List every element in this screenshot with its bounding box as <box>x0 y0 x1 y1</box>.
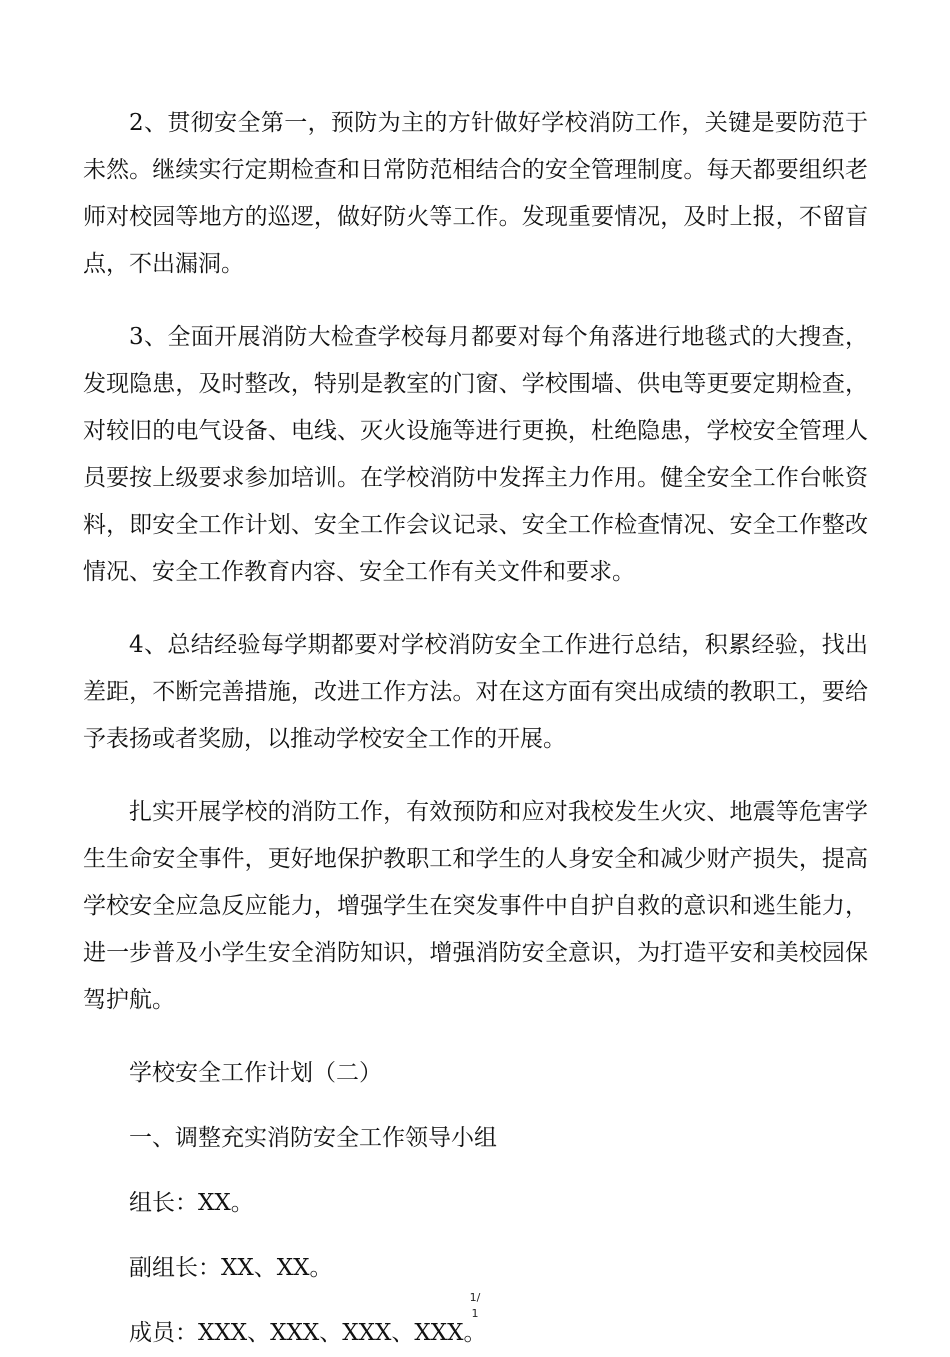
page-number-bottom: 1 <box>471 1307 479 1320</box>
page-number-top: 1/ <box>469 1291 481 1304</box>
paragraph-summary-experience: 4、总结经验每学期都要对学校消防安全工作进行总结，积累经验，找出差距，不断完善措施，改进工作方法。对在这方面有突出成绩的教职工，要给予表扬或者奖励，以推动学校安全工作的开展。 <box>83 632 868 752</box>
paragraph-fire-inspection: 3、全面开展消防大检查学校每月都要对每个角落进行地毯式的大搜查，发现隐患，及时整改，特别是教室的门窗、学校围墙、供电等更要定期检查，对较旧的电气设备、电线、灭火设施等进行更换，杜绝隐患，学校安全管理人员要按上级要求参加培训。在学校消防中发挥主力作用。健全安全工作台帐资料，即安全工作计划、安全工作会议记录、安全工作检查情况、安全工作整改情况、安全工作教育内容、安全工作有关文件和要求。 <box>83 324 868 585</box>
document-body <box>83 100 868 1357</box>
section-heading: 一、调整充实消防安全工作领导小组 <box>129 1125 497 1151</box>
page-number <box>0 1290 950 1322</box>
paragraph-fire-prevention: 2、贯彻安全第一，预防为主的方针做好学校消防工作，关键是要防范于未然。继续实行定期检查和日常防范相结合的安全管理制度。每天都要组织老师对校园等地方的巡逻，做好防火等工作。发现重要情况，及时上报，不留盲点，不出漏洞。 <box>83 110 868 277</box>
paragraph-conclusion: 扎实开展学校的消防工作，有效预防和应对我校发生火灾、地震等危害学生生命安全事件，更好地保护教职工和学生的人身安全和减少财产损失，提高学校安全应急反应能力，增强学生在突发事件中自护自救的意识和逃生能力，进一步普及小学生安全消防知识，增强消防安全意识，为打造平安和美校园保驾护航。 <box>83 799 868 1013</box>
members-line: 成员：XXX、XXX、XXX、XXX。 <box>129 1320 487 1346</box>
deputy-leader-line: 副组长：XX、XX。 <box>129 1255 333 1281</box>
document-subtitle: 学校安全工作计划（二） <box>129 1060 382 1086</box>
leader-line: 组长：XX。 <box>129 1190 254 1216</box>
